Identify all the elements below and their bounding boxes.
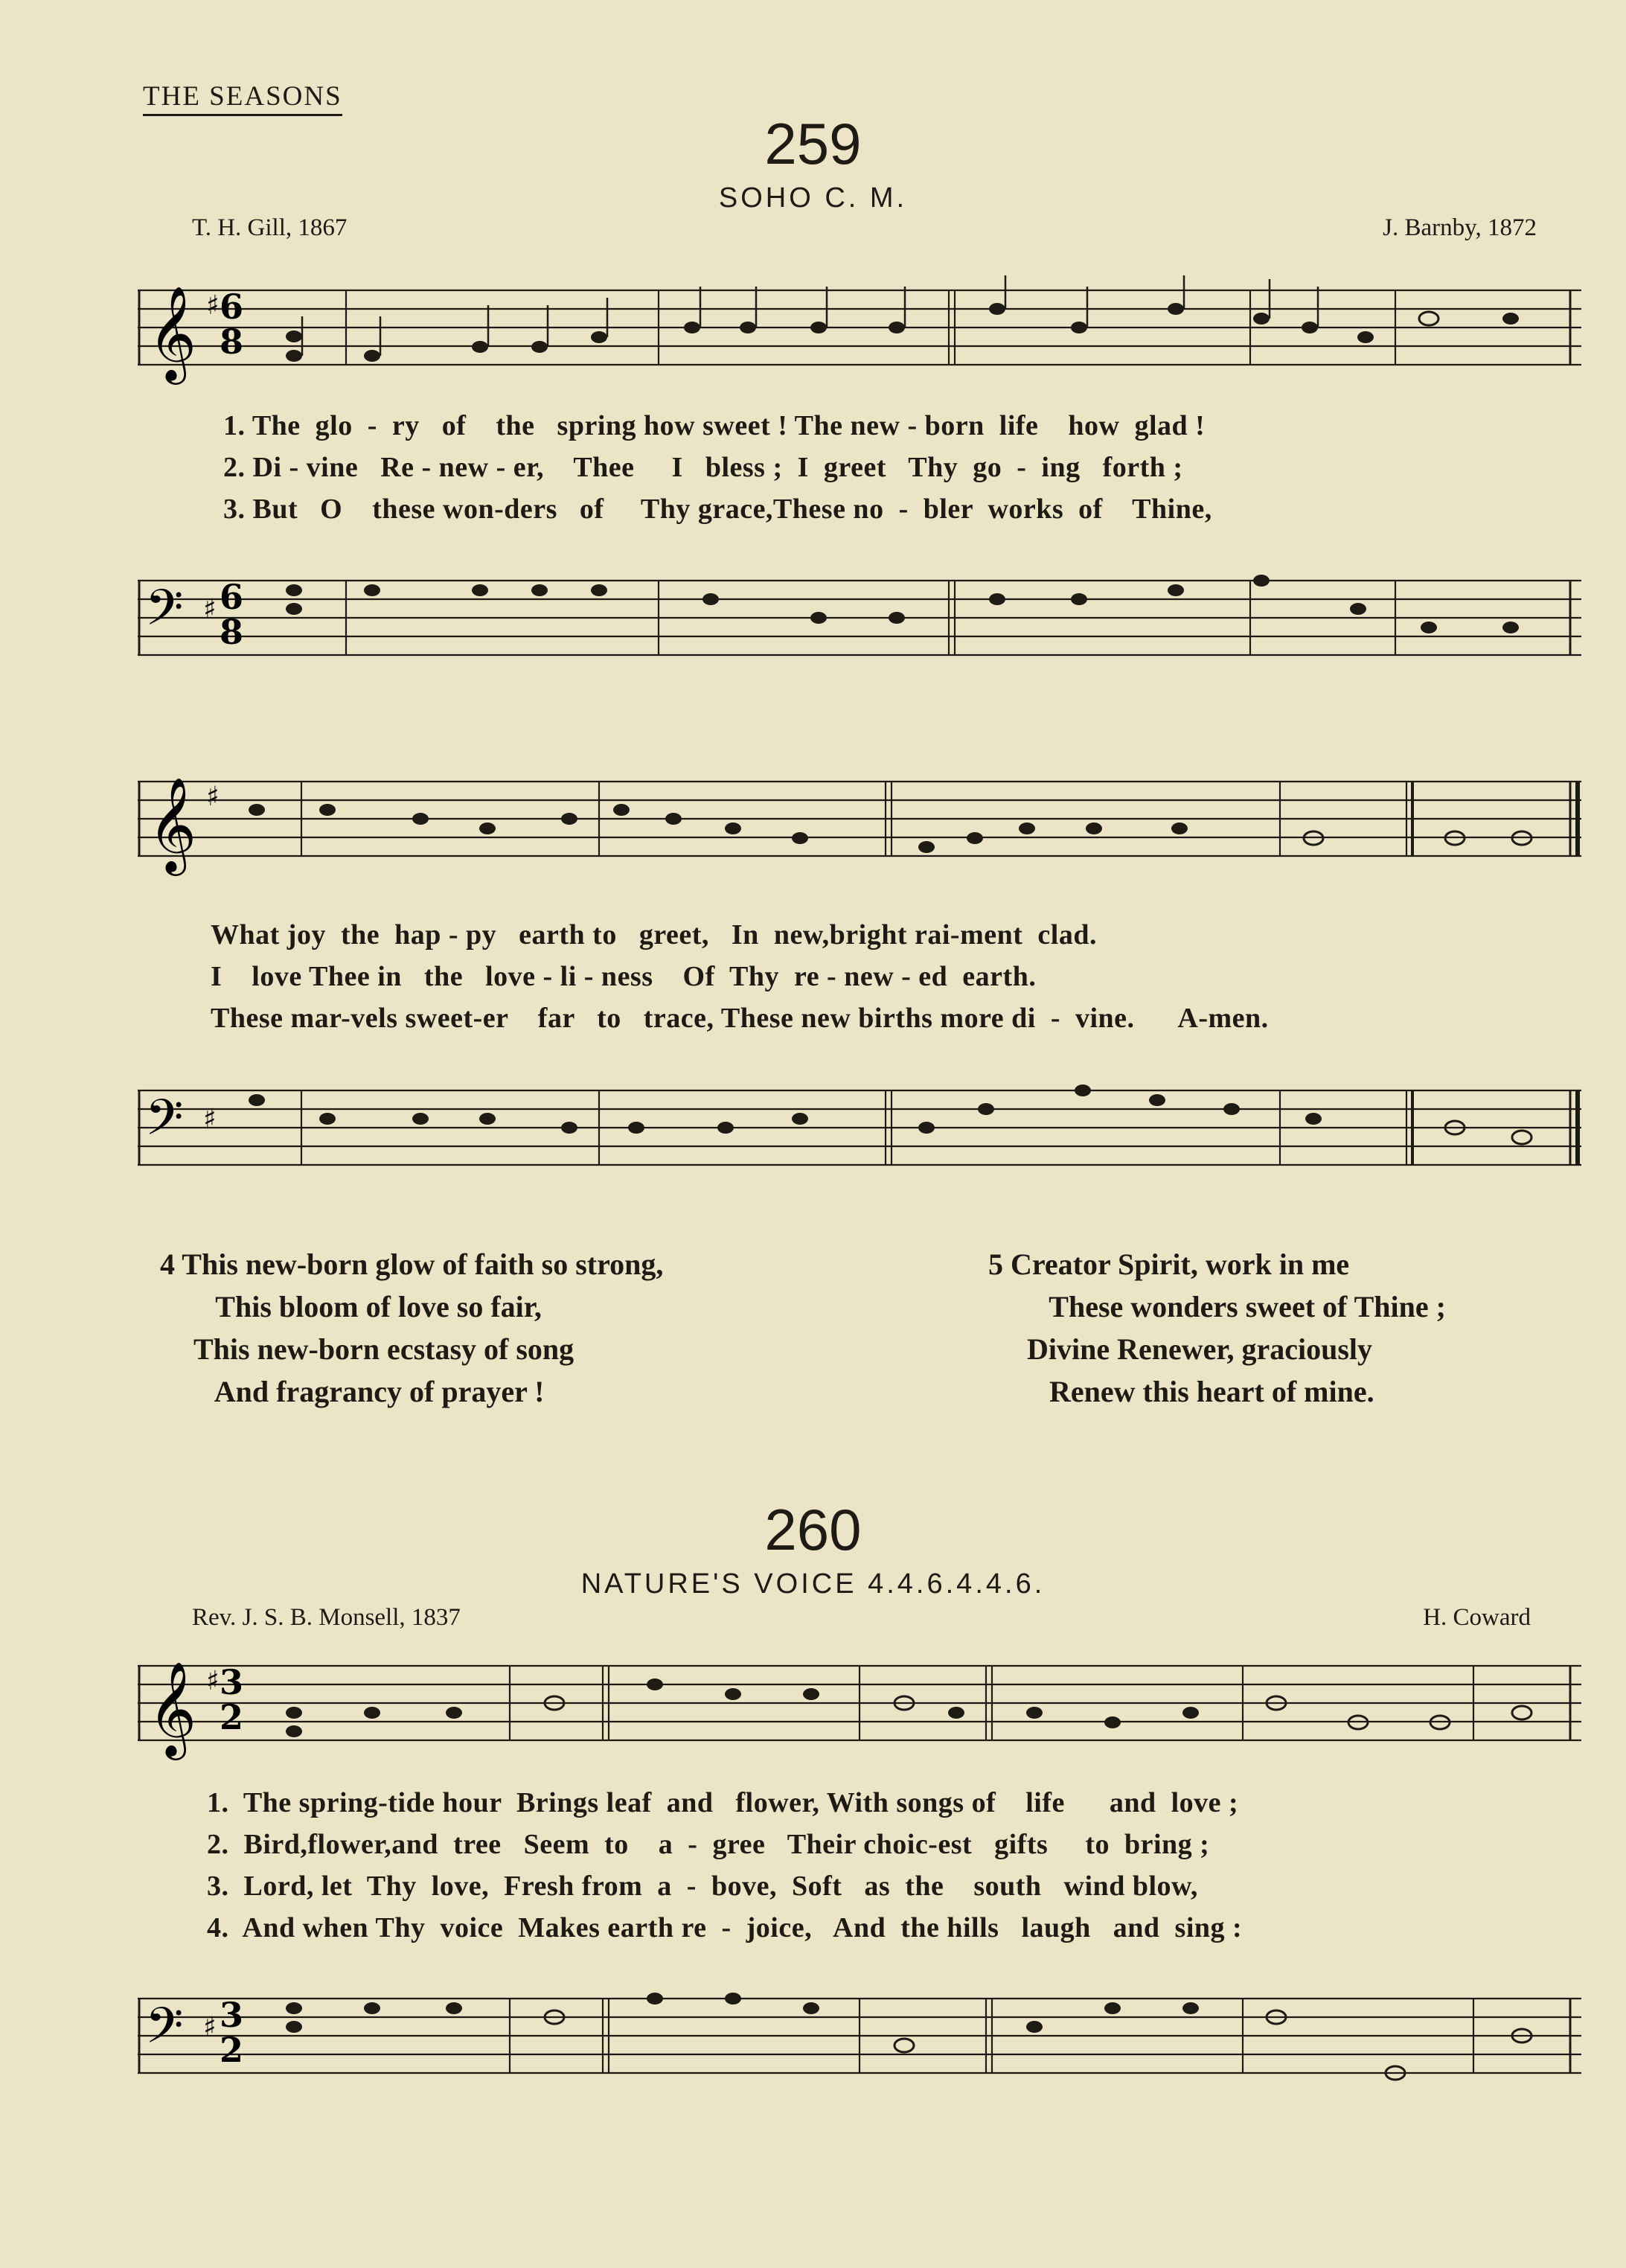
svg-text:𝄢: 𝄢 [145, 579, 184, 648]
verse4-line1: 4 This new-born glow of faith so strong, [160, 1248, 664, 1281]
verse5-line3: Divine Renewer, graciously [1027, 1332, 1373, 1366]
svg-text:𝄢: 𝄢 [145, 1089, 184, 1158]
lyric-verse1-2: What joy the hap - py earth to greet, In new,bright rai-ment clad. [211, 919, 1097, 951]
treble-staff-260 [138, 1651, 1581, 1777]
section-heading: THE SEASONS [143, 80, 342, 116]
svg-text:♯: ♯ [206, 1666, 220, 1696]
verse4-line4: And fragrancy of prayer ! [193, 1375, 545, 1408]
lyric-260-verse3: 3. Lord, let Thy love, Fresh from a - bove, Soft as the south wind blow, [207, 1871, 1198, 1902]
verse5-line2: These wonders sweet of Thine ; [1027, 1290, 1446, 1323]
verse4-line2: This bloom of love so fair, [193, 1290, 542, 1323]
lyric-260-verse4: 4. And when Thy voice Makes earth re - joice, And the hills laugh and sing : [207, 1912, 1243, 1943]
hymn-number-260: 260 [764, 1497, 862, 1562]
svg-text:2: 2 [220, 1697, 244, 1737]
svg-text:8: 8 [220, 612, 244, 652]
svg-text:𝄞: 𝄞 [148, 285, 197, 380]
svg-text:𝄞: 𝄞 [148, 1661, 197, 1756]
svg-text:8: 8 [220, 322, 244, 362]
svg-text:♯: ♯ [206, 782, 220, 812]
tune-name-260: NATURE'S VOICE 4.4.6.4.4.6. [580, 1568, 1046, 1600]
svg-text:𝄢: 𝄢 [145, 1997, 184, 2066]
lyric-verse3-2: These mar-vels sweet-er far to trace, These new births more di - vine. A-men. [211, 1003, 1269, 1034]
svg-text:♯: ♯ [203, 2012, 217, 2042]
lyric-verse2: 2. Di - vine Re - new - er, Thee I bless ; I greet Thy go - ing forth ; [223, 452, 1183, 483]
composer-credit: J. Barnby, 1872 [1383, 214, 1537, 241]
svg-text:♯: ♯ [206, 290, 220, 321]
treble-staff-2 [138, 767, 1581, 893]
lyric-verse2-2: I love Thee in the love - li - ness Of Thy re - new - ed earth. [211, 961, 1037, 992]
verse4-line3: This new-born ecstasy of song [193, 1332, 574, 1366]
verse5-line1: 5 Creator Spirit, work in me [988, 1248, 1350, 1281]
svg-text:6: 6 [220, 577, 244, 617]
bass-staff-260 [138, 1984, 1581, 2110]
treble-staff [138, 275, 1581, 402]
author-credit: T. H. Gill, 1867 [192, 214, 348, 241]
svg-text:𝄞: 𝄞 [148, 776, 197, 872]
svg-text:3: 3 [220, 1662, 244, 1702]
hymn-number: 259 [764, 111, 862, 176]
lyric-260-verse1: 1. The spring-tide hour Brings leaf and flower, With songs of life and love ; [207, 1787, 1239, 1818]
lyric-260-verse2: 2. Bird,flower,and tree Seem to a - gree Their choic-est gifts to bring ; [207, 1829, 1210, 1860]
svg-text:3: 3 [220, 1995, 244, 2035]
bass-staff [138, 566, 1581, 692]
verse5-line4: Renew this heart of mine. [1027, 1375, 1374, 1408]
author-credit-260: Rev. J. S. B. Monsell, 1837 [192, 1604, 461, 1631]
lyric-verse3: 3. But O these won-ders of Thy grace,These no - bler works of Thine, [223, 493, 1212, 525]
svg-text:♯: ♯ [203, 1104, 217, 1134]
svg-text:♯: ♯ [203, 594, 217, 625]
bass-staff-2 [138, 1076, 1581, 1202]
composer-credit-260: H. Coward [1423, 1604, 1531, 1631]
tune-name: SOHO C. M. [718, 182, 908, 214]
svg-text:2: 2 [220, 2030, 244, 2070]
lyric-verse1: 1. The glo - ry of the spring how sweet ! The new - born life how glad ! [223, 410, 1206, 441]
svg-text:6: 6 [220, 287, 244, 327]
